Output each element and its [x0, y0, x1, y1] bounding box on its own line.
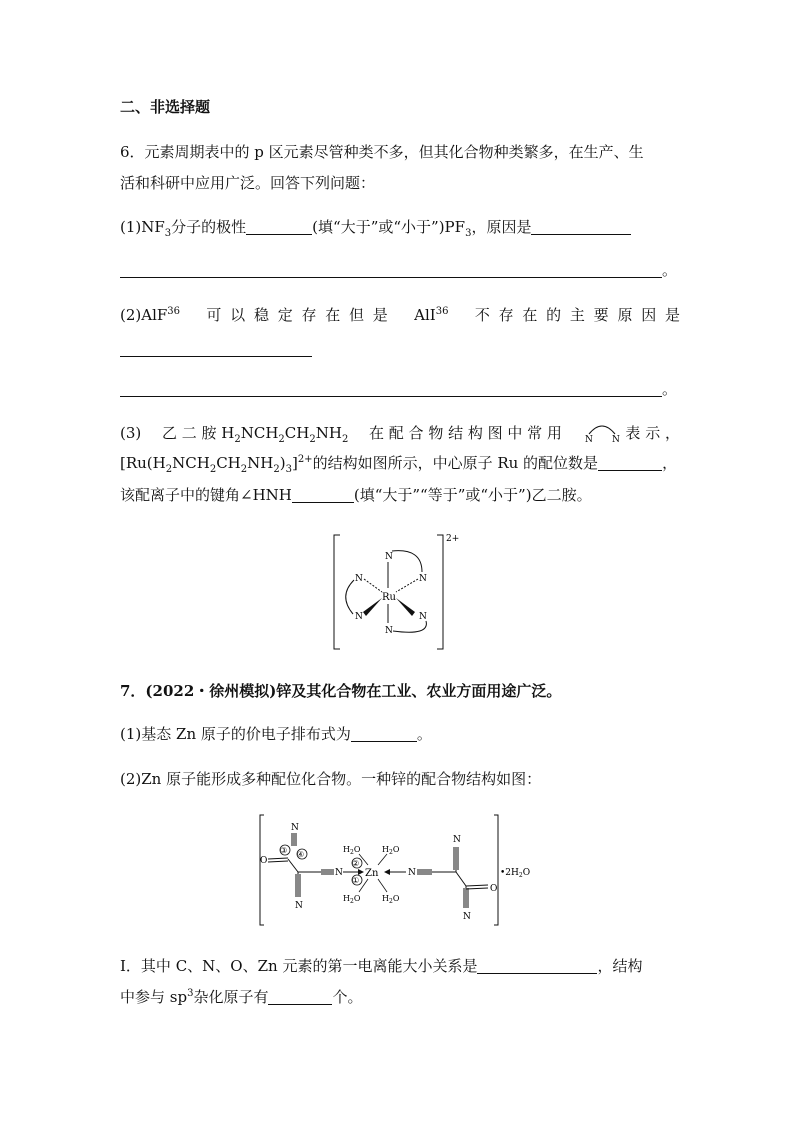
ru-complex-structure-figure — [330, 530, 465, 654]
svg-text:N: N — [385, 552, 393, 562]
q6-part-1: $(1)NF_3$分子的极性 (填“大于”或“小于$”)PF_3$，原因是 — [120, 216, 680, 238]
svg-text:N: N — [385, 626, 393, 636]
zn-center-label: Zn — [365, 868, 379, 879]
answer-blank[interactable] — [598, 454, 662, 471]
answer-blank[interactable] — [531, 218, 631, 235]
answer-blank[interactable] — [120, 380, 662, 397]
svg-text:O: O — [260, 856, 268, 866]
svg-text:N: N — [408, 868, 416, 878]
svg-text:N: N — [355, 612, 363, 622]
svg-text:N: N — [419, 574, 427, 584]
answer-blank[interactable] — [292, 486, 354, 503]
svg-text:②: ② — [352, 859, 360, 868]
svg-text:H2O: $H_2O$ — [343, 894, 361, 905]
svg-text:N: N — [419, 612, 427, 622]
answer-blank[interactable] — [477, 957, 597, 974]
svg-text:N: N — [295, 901, 303, 911]
q6-part-1-answer-line: 。 — [120, 259, 680, 281]
charge-label: 2+ — [446, 534, 460, 544]
svg-text:N: N — [335, 868, 343, 878]
q6-part-2: (2)AlF$^{36}$ 可 以 稳 定 存 在 但 是 AlI$^{36}$ 不 存 在 的 主 要 原 因 是 — [120, 306, 680, 324]
answer-blank[interactable] — [120, 261, 662, 278]
section-title: 二、非选择题 — [120, 98, 211, 116]
q7-part-2-i-line-2: 中参与 $sp^3$杂化原子有 个。 — [120, 988, 363, 1006]
q6-part-2-blank-1 — [120, 338, 680, 360]
answer-blank[interactable] — [268, 988, 332, 1005]
q6-part-2-answer-line: 。 — [120, 378, 680, 400]
svg-text:①: ① — [352, 876, 360, 885]
q6-part-3-line-3: 该配离子中的键角∠HNH (填“大于”“等于”或“小于”)乙二胺。 — [120, 486, 592, 504]
answer-blank[interactable] — [120, 340, 312, 357]
ru-center-label: Ru — [382, 592, 396, 603]
svg-text:N: N — [355, 574, 363, 584]
svg-text:H2O: $H_2O$ — [382, 894, 400, 905]
answer-blank[interactable] — [246, 218, 312, 235]
q7-intro: 7．(2022・徐州模拟)锌及其化合物在工业、农业方面用途广泛。 — [120, 682, 562, 700]
hydrate-label: $•2H_2O$ — [500, 868, 531, 879]
zn-complex-structure-figure — [256, 812, 546, 928]
svg-text:N: N — [611, 435, 620, 444]
svg-text:N: N — [463, 912, 471, 922]
svg-text:H2O: $H_2O$ — [343, 845, 361, 856]
q6-intro-line-2: 活和科研中应用广泛。回答下列问题： — [120, 174, 376, 192]
svg-text:H2O: $H_2O$ — [382, 845, 400, 856]
ethylenediamine-symbol-icon — [583, 422, 621, 444]
svg-text:N: N — [291, 823, 299, 833]
answer-blank[interactable] — [351, 725, 417, 742]
svg-text:N: N — [584, 435, 593, 444]
svg-text:③: ③ — [280, 846, 288, 855]
svg-text:④: ④ — [297, 850, 305, 859]
q6-part-3-line-2: $[Ru(H_2NCH_2CH_2NH_2)_3]^{2+}$的结构如图所示，中心原子 Ru 的配位数是 ， — [120, 454, 678, 475]
q6-intro-line-1: 6．元素周期表中的 p 区元素尽管种类不多，但其化合物种类繁多，在生产、生 — [120, 143, 644, 161]
q7-part-2-i-line-1: Ⅰ．其中 C、N、O、Zn 元素的第一电离能大小关系是 ，结构 — [120, 957, 643, 975]
q7-part-1: (1)基态 Zn 原子的价电子排布式为 。 — [120, 725, 432, 743]
q6-part-3-line-1: (3) 乙 二 胺 $H_2NCH_2CH_2NH_2$ 在 配 合 物 结 构 图 中 常 用 N N 表 示 ， — [120, 424, 680, 445]
svg-text:O: O — [490, 884, 498, 894]
q7-part-2: (2)Zn 原子能形成多种配位化合物。一种锌的配合物结构如图： — [120, 770, 542, 788]
svg-text:N: N — [453, 835, 461, 845]
